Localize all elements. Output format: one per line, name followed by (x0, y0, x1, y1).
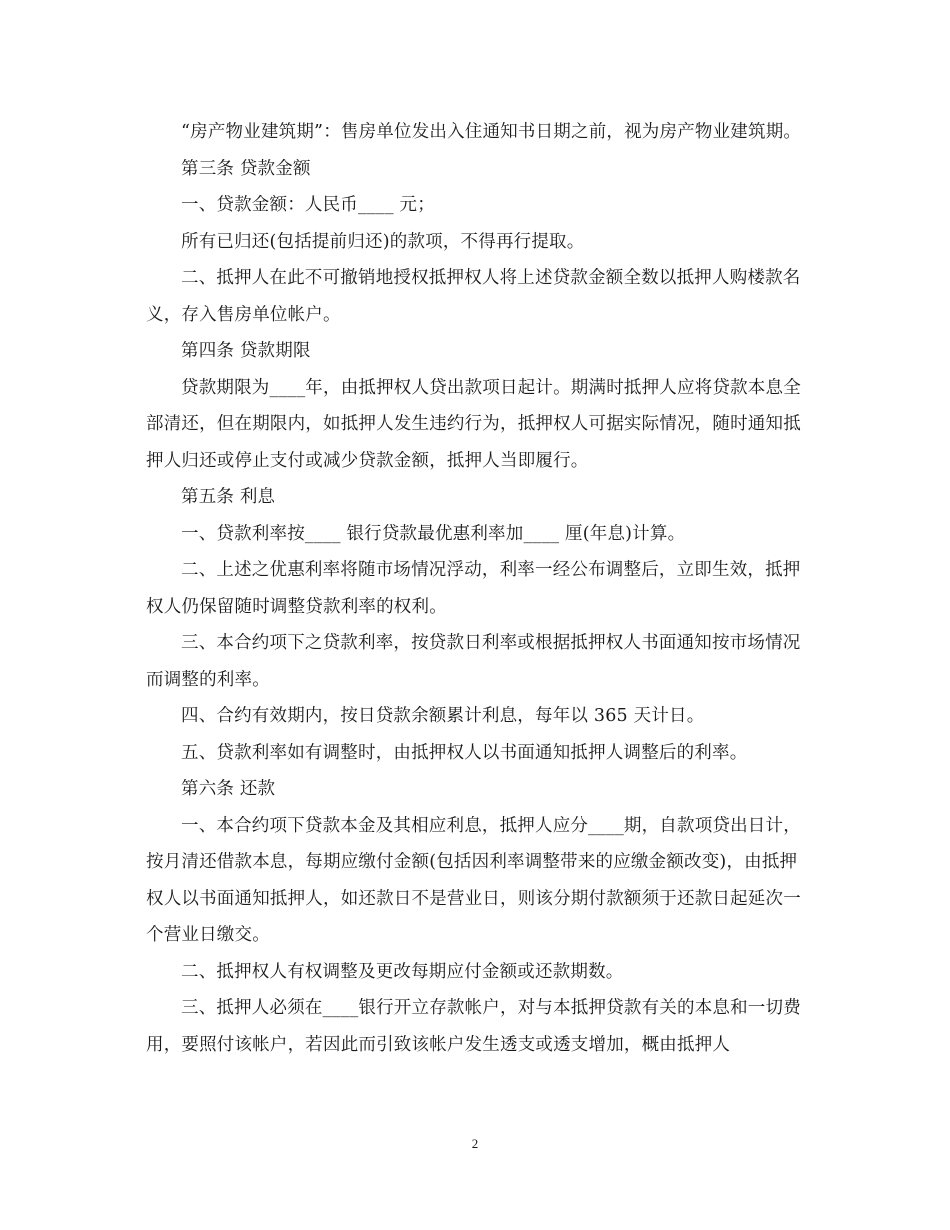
paragraph-deposit-account: 三、抵押人必须在____银行开立存款帐户，对与本抵押贷款有关的本息和一切费用，要照付该帐户，若因此而引致该帐户发生透支或透支增加，概由抵押人 (146, 998, 801, 1055)
paragraph-building-period-definition: “房产物业建筑期”：售房单位发出入住通知书日期之前，视为房产物业建筑期。 (181, 122, 802, 142)
paragraph-daily-interest: 四、合约有效期内，按日贷款余额累计利息，每年以 365 天计日。 (181, 706, 705, 726)
paragraph-rate-adjust-notice: 五、贷款利率如有调整时，由抵押权人以书面通知抵押人调整后的利率。 (181, 742, 748, 763)
paragraph-repaid-not-redrawn: 所有已归还(包括提前归还)的款项，不得再行提取。 (181, 231, 585, 252)
paragraph-rate-basis: 三、本合约项下之贷款利率，按贷款日利率或根据抵押权人书面通知按市场情况而调整的利率。 (146, 633, 801, 690)
heading-article-6-repayment: 第六条 还款 (181, 779, 276, 799)
paragraph-interest-rate: 一、贷款利率按____ 银行贷款最优惠利率加____ 厘(年息)计算。 (181, 523, 686, 544)
page-number: 2 (471, 1136, 479, 1151)
paragraph-adjust-installments: 二、抵押权人有权调整及更改每期应付金额或还款期数。 (181, 961, 624, 982)
paragraph-authorization-deposit: 二、抵押人在此不可撤销地授权抵押权人将上述贷款金额全数以抵押人购楼款名义，存入售房单位帐户。 (146, 268, 801, 325)
heading-article-3-loan-amount: 第三条 贷款金额 (181, 158, 311, 179)
paragraph-installments: 一、本合约项下贷款本金及其相应利息，抵押人应分____期，自款项贷出日计，按月清还借款本息，每期应缴付金额(包括因利率调整带来的应缴金额改变)，由抵押权人以书面通知抵押人，如还款日不是营业日，则该分期付款额须于还款日起延次一个营业日缴交。 (146, 815, 801, 945)
paragraph-loan-amount: 一、贷款金额：人民币____ 元； (181, 195, 435, 215)
document-body (146, 114, 808, 1063)
heading-article-5-interest: 第五条 利息 (181, 487, 276, 507)
heading-article-4-loan-term: 第四条 贷款期限 (181, 341, 311, 361)
paragraph-loan-term: 贷款期限为____年，由抵押权人贷出款项日起计。期满时抵押人应将贷款本息全部清还，但在期限内，如抵押人发生违约行为，抵押权人可据实际情况，随时通知抵押人归还或停止支付或减少贷款金额，抵押人当即履行。 (146, 377, 801, 471)
paragraph-rate-floating: 二、上述之优惠利率将随市场情况浮动，利率一经公布调整后，立即生效，抵押权人仍保留随时调整贷款利率的权利。 (146, 560, 801, 617)
